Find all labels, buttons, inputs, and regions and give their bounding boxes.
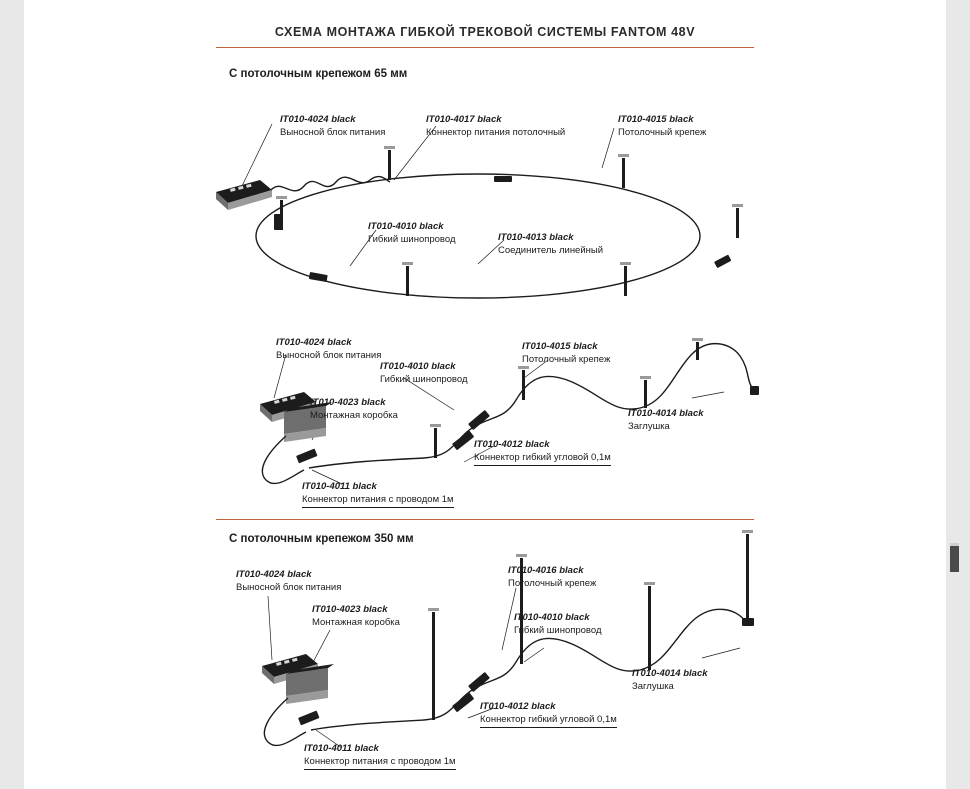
label-w350-4010: IT010-4010 black Гибкий шинопровод (514, 612, 602, 636)
label-w65-4011: IT010-4011 black Коннектор питания с проводом 1м (302, 481, 454, 508)
diagram-page (24, 0, 946, 789)
label-w350-4011: IT010-4011 black Коннектор питания с проводом 1м (304, 743, 456, 770)
page-title: СХЕМА МОНТАЖА ГИБКОЙ ТРЕКОВОЙ СИСТЕМЫ FANTOM 48V (274, 25, 696, 39)
ring-assembly (216, 124, 743, 298)
label-ring-4017: IT010-4017 black Коннектор питания потолочный (426, 114, 566, 138)
label-w350-4024: IT010-4024 black Выносной блок питания (236, 569, 342, 593)
ceiling-mount-group-ring (276, 146, 743, 296)
section-heading-350mm: С потолочным крепежом 350 мм (229, 533, 414, 545)
label-w65-4014: IT010-4014 black Заглушка (628, 408, 704, 432)
label-w65-4015: IT010-4015 black Потолочный крепеж (522, 341, 611, 365)
label-w65-4010: IT010-4010 black Гибкий шинопровод (380, 361, 468, 385)
label-w65-4023: IT010-4023 black Монтажная коробка (310, 397, 398, 421)
label-ring-4015: IT010-4015 black Потолочный крепеж (618, 114, 707, 138)
label-w350-4023: IT010-4023 black Монтажная коробка (312, 604, 400, 628)
label-w350-4012: IT010-4012 black Коннектор гибкий угловой 0,1м (480, 701, 617, 728)
power-supply-unit-ring (216, 180, 272, 210)
label-ring-4010: IT010-4010 black Гибкий шинопровод (368, 221, 456, 245)
label-w350-4016: IT010-4016 black Потолочный крепеж (508, 565, 597, 589)
label-w65-4012: IT010-4012 black Коннектор гибкий угловой 0,1м (474, 439, 611, 466)
label-w65-4024: IT010-4024 black Выносной блок питания (276, 337, 382, 361)
label-w350-4014: IT010-4014 black Заглушка (632, 668, 708, 692)
section-heading-65mm: С потолочным крепежом 65 мм (229, 68, 408, 80)
label-ring-4024: IT010-4024 black Выносной блок питания (280, 114, 386, 138)
linear-connector-group-ring (274, 176, 731, 282)
page-edge-fragment (950, 543, 959, 572)
label-ring-4013: IT010-4013 black Соединитель линейный (498, 232, 604, 256)
